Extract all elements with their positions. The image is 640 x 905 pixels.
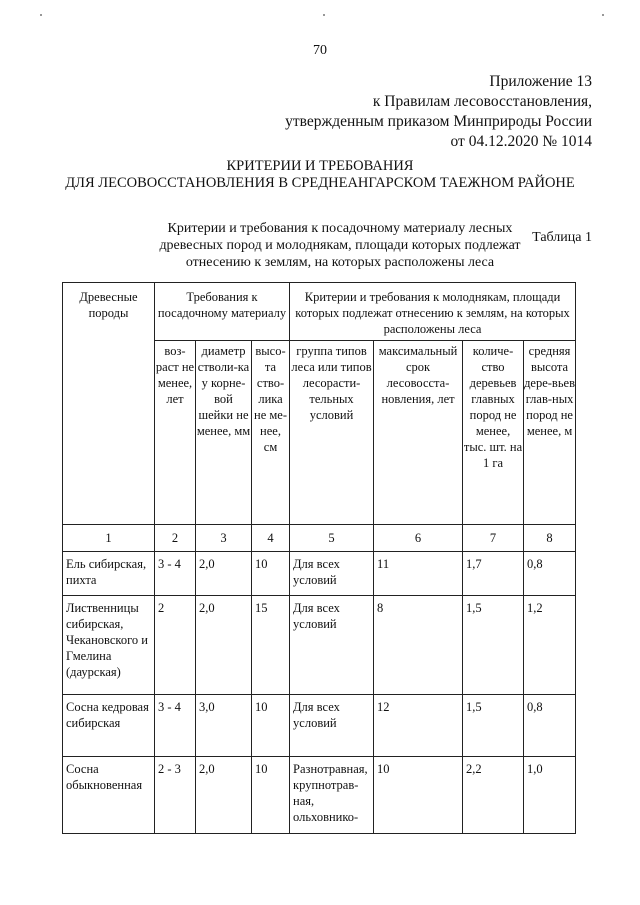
column-number: 3 [196, 525, 252, 552]
cell-age: 3 - 4 [155, 695, 196, 757]
scan-speck [323, 14, 325, 16]
cell-age: 3 - 4 [155, 552, 196, 596]
column-number-row [63, 525, 576, 552]
header-max-term: максимальный срок лесовосста-новления, лет [374, 341, 463, 525]
cell-height: 10 [252, 695, 290, 757]
cell-forest-type: Для всех условий [290, 596, 374, 695]
criteria-table [62, 282, 575, 834]
cell-max-term: 12 [374, 695, 463, 757]
header-young-stands: Критерии и требования к молоднякам, площади которых подлежат отнесению к землям, на которых расположены леса [290, 283, 576, 341]
cell-avg-height: 1,2 [524, 596, 576, 695]
cell-forest-type [290, 757, 374, 834]
cell-diameter: 2,0 [196, 552, 252, 596]
header-forest-type: группа типов леса или типов лесорасти-тельных условий [290, 341, 374, 525]
title-line: ДЛЯ ЛЕСОВОССТАНОВЛЕНИЯ В СРЕДНЕАНГАРСКОМ ТАЕЖНОМ РАЙОНЕ [65, 175, 575, 191]
cell-forest-type: Для всех условий [290, 695, 374, 757]
scan-speck [40, 14, 42, 16]
cell-diameter: 2,0 [196, 757, 252, 834]
table-caption [150, 220, 530, 271]
header-height: высо-та ство-лика не ме-нее, см [252, 341, 290, 525]
cell-species: Сосна кедровая сибирская [63, 695, 155, 757]
cell-avg-height: 1,0 [524, 757, 576, 834]
cell-age: 2 - 3 [155, 757, 196, 834]
cell-height: 15 [252, 596, 290, 695]
cell-height: 10 [252, 552, 290, 596]
cell-species: Ель сибирская, пихта [63, 552, 155, 596]
table-row [63, 552, 576, 596]
column-number: 8 [524, 525, 576, 552]
cell-max-term: 8 [374, 596, 463, 695]
cell-species: Сосна обыкновенная [63, 757, 155, 834]
appendix-line: Приложение 13 [489, 73, 592, 90]
header-species: Древесные породы [63, 283, 155, 525]
cell-diameter: 3,0 [196, 695, 252, 757]
cell-avg-height: 0,8 [524, 695, 576, 757]
cell-age: 2 [155, 596, 196, 695]
cell-diameter: 2,0 [196, 596, 252, 695]
table-row [63, 596, 576, 695]
appendix-line: от 04.12.2020 № 1014 [450, 133, 592, 150]
cell-forest-type: Для всех условий [290, 552, 374, 596]
appendix-line: утвержденным приказом Минприроды России [285, 113, 592, 130]
column-number: 7 [463, 525, 524, 552]
cell-species: Лиственницы сибирская, Чекановского и Гмелина (даурская) [63, 596, 155, 695]
column-number: 1 [63, 525, 155, 552]
appendix-header [285, 72, 592, 152]
cell-max-term: 10 [374, 757, 463, 834]
page-number: 70 [313, 43, 327, 58]
appendix-line: к Правилам лесовосстановления, [372, 93, 592, 110]
column-number: 6 [374, 525, 463, 552]
header-planting-material: Требования к посадочному материалу [155, 283, 290, 341]
cell-tree-count: 1,5 [463, 695, 524, 757]
document-title [0, 158, 640, 192]
cell-height: 10 [252, 757, 290, 834]
header-age: воз-раст не менее, лет [155, 341, 196, 525]
cell-tree-count: 2,2 [463, 757, 524, 834]
cell-tree-count: 1,5 [463, 596, 524, 695]
title-line: КРИТЕРИИ И ТРЕБОВАНИЯ [226, 158, 414, 174]
table-row [63, 757, 576, 834]
cell-tree-count: 1,7 [463, 552, 524, 596]
caption-line: отнесению к землям, на которых расположены леса [185, 255, 495, 270]
cell-avg-height: 0,8 [524, 552, 576, 596]
cell-forest-type-text: Разнотравная, крупнотрав-ная, ольховнико- [293, 762, 368, 824]
caption-line: Критерии и требования к посадочному материалу лесных [167, 221, 513, 236]
column-number: 5 [290, 525, 374, 552]
header-avg-height: средняя высота дере-вьев глав-ных пород не менее, м [524, 341, 576, 525]
column-number: 2 [155, 525, 196, 552]
caption-line: древесных пород и молоднякам, площади которых подлежат [159, 238, 521, 253]
cell-max-term: 11 [374, 552, 463, 596]
header-diameter: диаметр стволи-ка у корне-вой шейки не менее, мм [196, 341, 252, 525]
table-row [63, 695, 576, 757]
header-tree-count: количе-ство деревьев главных пород не менее, тыс. шт. на 1 га [463, 341, 524, 525]
table-label: Таблица 1 [532, 230, 592, 245]
scan-speck [602, 14, 604, 16]
column-number: 4 [252, 525, 290, 552]
